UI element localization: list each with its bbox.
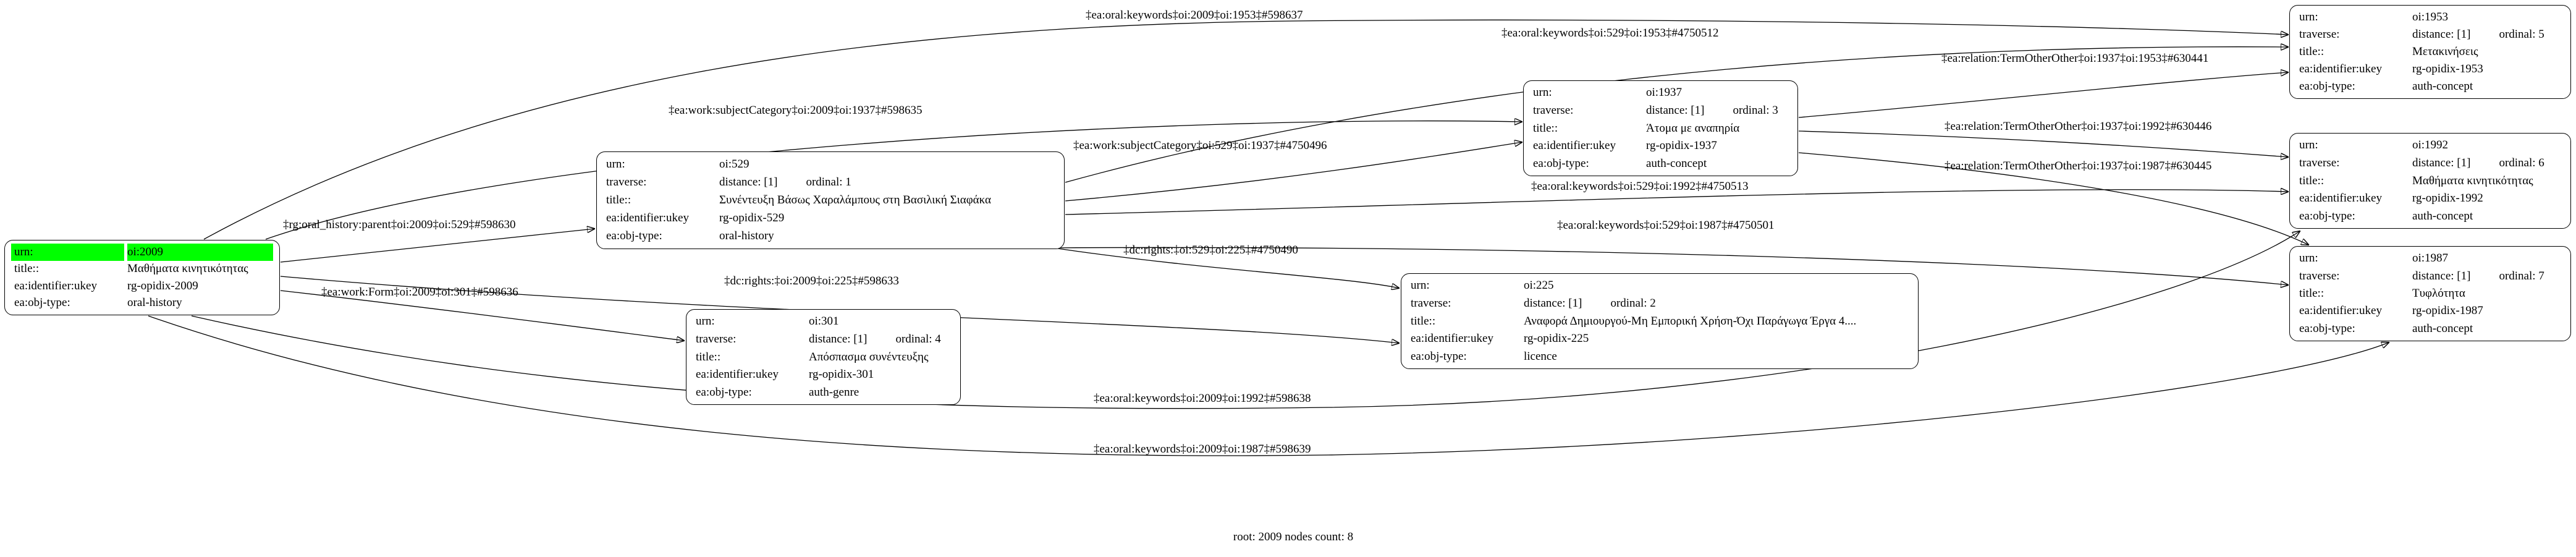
field-value-urn: oi:1987 [2412, 252, 2449, 265]
field-row-obj-type [2296, 207, 2564, 225]
edge-oi1937-oi1992 [1799, 131, 2288, 157]
field-row-urn [11, 244, 273, 261]
field-value-identifier-ukey: rg-opidix-1937 [1646, 139, 1717, 153]
field-row-urn [2296, 250, 2564, 267]
graph-node-oi-2009 [4, 240, 280, 315]
field-value-identifier-ukey: rg-opidix-301 [809, 368, 874, 381]
field-key-urn: urn: [1533, 86, 1552, 100]
traverse-distance: distance: [1] [2412, 269, 2471, 283]
field-value-obj-type: auth-concept [2412, 80, 2473, 93]
edge-label-14: ‡ea:oral:keywords‡oi:2009‡oi:1987‡#598639 [1094, 443, 1311, 456]
traverse-ordinal: ordinal: 4 [895, 332, 941, 346]
field-row-title [2296, 285, 2564, 302]
field-key-identifier-ukey: ea:identifier:ukey [696, 368, 779, 381]
field-row-obj-type [2296, 78, 2564, 95]
field-key-urn: urn: [696, 315, 715, 328]
field-key-title: title:: [606, 193, 631, 206]
edge-label-9: ‡rg:oral_history:parent‡oi:2009‡oi:529‡#598630 [283, 218, 516, 231]
edge-label-7: ‡ea:oral:keywords‡oi:529‡oi:1992‡#4750513 [1531, 180, 1749, 193]
traverse-distance: distance: [1] [2412, 156, 2471, 169]
field-row-title [603, 191, 1058, 209]
field-row-title [1408, 312, 1912, 330]
field-key-urn: urn: [2299, 252, 2318, 265]
field-key-title: title:: [2299, 174, 2325, 187]
field-row-obj-type [603, 227, 1058, 245]
field-value-urn: oi:225 [1524, 279, 1554, 292]
field-row-traverse [1408, 295, 1912, 313]
field-row-urn [2296, 9, 2564, 26]
field-row-urn [693, 313, 954, 331]
field-key-urn: urn: [2299, 138, 2318, 152]
field-row-obj-type [693, 383, 954, 401]
traverse-ordinal: ordinal: 7 [2499, 269, 2544, 283]
field-row-title [2296, 43, 2564, 61]
field-key-title: title:: [1533, 121, 1558, 135]
traverse-ordinal: ordinal: 5 [2499, 28, 2544, 41]
field-value-identifier-ukey: rg-opidix-2009 [127, 279, 198, 292]
field-row-traverse [1530, 102, 1791, 120]
field-value-title: Τυφλότητα [2412, 287, 2465, 300]
field-key-identifier-ukey: ea:identifier:ukey [1533, 139, 1616, 153]
field-key-traverse: traverse: [2299, 28, 2340, 41]
field-value-identifier-ukey: rg-opidix-1987 [2412, 304, 2483, 318]
field-value-title: Μαθήματα κινητικότητας [2412, 174, 2533, 187]
edge-label-11: ‡dc:rights:‡oi:2009‡oi:225‡#598633 [724, 274, 899, 287]
field-value-traverse [1524, 295, 1912, 313]
traverse-ordinal: ordinal: 6 [2499, 156, 2544, 169]
field-row-title [11, 261, 273, 278]
edge-label-0: ‡ea:oral:keywords‡oi:2009‡oi:1953‡#598637 [1086, 9, 1303, 22]
edge-label-5: ‡ea:relation:TermOtherOther‡oi:1937‡oi:1992‡#630446 [1945, 120, 2212, 133]
graph-node-oi-301 [686, 309, 961, 405]
field-row-traverse [603, 173, 1058, 191]
field-value-urn: oi:529 [719, 157, 750, 171]
field-row-urn [1530, 84, 1791, 102]
field-row-identifier-ukey [693, 366, 954, 384]
field-key-title: title:: [1411, 314, 1436, 328]
edge-label-10: ‡dc:rights:‡oi:529‡oi:225‡#4750490 [1123, 244, 1298, 257]
field-row-traverse [2296, 267, 2564, 284]
field-row-identifier-ukey [2296, 190, 2564, 208]
edge-label-4: ‡ea:work:subjectCategory‡oi:529‡oi:1937‡#4750496 [1073, 139, 1327, 152]
field-row-identifier-ukey [11, 278, 273, 295]
field-row-identifier-ukey [2296, 302, 2564, 320]
traverse-distance: distance: [1] [719, 175, 778, 189]
field-value-urn: oi:2009 [127, 244, 273, 261]
edge-oi1937-oi1953 [1799, 72, 2288, 117]
field-key-traverse: traverse: [2299, 269, 2340, 283]
traverse-ordinal: ordinal: 1 [806, 175, 851, 189]
edge-label-6: ‡ea:relation:TermOtherOther‡oi:1937‡oi:1987‡#630445 [1945, 159, 2212, 172]
field-key-title: title:: [696, 350, 721, 364]
graph-node-oi-529 [596, 151, 1065, 249]
field-value-obj-type: licence [1524, 349, 1557, 363]
field-key-traverse: traverse: [2299, 156, 2340, 169]
field-value-urn: oi:1953 [2412, 11, 2449, 23]
field-key-traverse: traverse: [1411, 296, 1451, 310]
edge-label-2: ‡ea:relation:TermOtherOther‡oi:1937‡oi:1953‡#630441 [1941, 52, 2209, 65]
graph-node-oi-1937 [1523, 80, 1798, 176]
field-value-obj-type: oral-history [719, 229, 774, 243]
field-value-urn: oi:301 [809, 315, 839, 328]
field-row-obj-type [2296, 320, 2564, 338]
traverse-distance: distance: [1] [809, 332, 868, 346]
field-value-obj-type: auth-concept [1646, 156, 1707, 170]
field-key-traverse: traverse: [606, 175, 647, 189]
field-key-obj-type: ea:obj-type: [696, 385, 752, 399]
edge-label-8: ‡ea:oral:keywords‡oi:529‡oi:1987‡#4750501 [1557, 219, 1775, 232]
field-value-obj-type: auth-genre [809, 385, 859, 399]
field-key-identifier-ukey: ea:identifier:ukey [2299, 304, 2382, 318]
field-key-urn: urn: [606, 157, 625, 171]
field-value-title: Απόσπασμα συνέντευξης [809, 350, 929, 364]
field-key-obj-type: ea:obj-type: [1411, 349, 1467, 363]
field-key-obj-type: ea:obj-type: [14, 296, 70, 310]
field-row-urn [2296, 137, 2564, 155]
field-key-identifier-ukey: ea:identifier:ukey [606, 211, 689, 225]
field-key-identifier-ukey: ea:identifier:ukey [1411, 332, 1493, 346]
field-value-obj-type: auth-concept [2412, 209, 2473, 223]
field-value-title: Άτομα με αναπηρία [1646, 121, 1740, 135]
field-row-obj-type [1408, 347, 1912, 365]
field-key-obj-type: ea:obj-type: [2299, 80, 2355, 93]
field-key-title: title:: [14, 262, 40, 276]
traverse-distance: distance: [1] [1646, 103, 1705, 117]
edge-label-1: ‡ea:oral:keywords‡oi:529‡oi:1953‡#4750512 [1501, 27, 1719, 40]
field-key-urn: urn: [2299, 11, 2318, 23]
field-value-title: Μετακινήσεις [2412, 45, 2478, 58]
field-row-urn [603, 155, 1058, 173]
field-key-obj-type: ea:obj-type: [1533, 156, 1589, 170]
graph-node-oi-225 [1401, 273, 1919, 369]
graph-footer: root: 2009 nodes count: 8 [1233, 530, 1354, 543]
field-key-identifier-ukey: ea:identifier:ukey [2299, 192, 2382, 205]
field-row-traverse [693, 331, 954, 349]
field-row-title [693, 348, 954, 366]
graph-node-oi-1953 [2289, 5, 2571, 99]
field-value-identifier-ukey: rg-opidix-1992 [2412, 192, 2483, 205]
field-row-identifier-ukey [603, 210, 1058, 227]
field-row-traverse [2296, 26, 2564, 43]
field-value-urn: oi:1937 [1646, 86, 1683, 100]
field-value-traverse [2412, 155, 2564, 172]
edge-label-13: ‡ea:oral:keywords‡oi:2009‡oi:1992‡#598638 [1094, 392, 1311, 405]
field-row-urn [1408, 277, 1912, 295]
field-value-identifier-ukey: rg-opidix-529 [719, 211, 785, 225]
field-value-urn: oi:1992 [2412, 138, 2449, 152]
edge-label-3: ‡ea:work:subjectCategory‡oi:2009‡oi:1937‡#598635 [669, 104, 923, 117]
field-value-traverse [2412, 267, 2564, 284]
field-value-obj-type: oral-history [127, 296, 182, 310]
graph-node-oi-1987 [2289, 246, 2571, 341]
traverse-distance: distance: [1] [1524, 296, 1582, 310]
field-key-identifier-ukey: ea:identifier:ukey [14, 279, 97, 292]
traverse-ordinal: ordinal: 2 [1610, 296, 1656, 310]
traverse-ordinal: ordinal: 3 [1733, 103, 1778, 117]
field-value-identifier-ukey: rg-opidix-225 [1524, 332, 1589, 346]
field-value-title: Αναφορά Δημιουργού-Μη Εμπορική Χρήση-Όχι Παράγωγα Έργα 4.... [1524, 314, 1857, 328]
field-value-identifier-ukey: rg-opidix-1953 [2412, 62, 2483, 75]
edge-label-12: ‡ea:work:Form‡oi:2009‡oi:301‡#598636 [321, 286, 518, 299]
field-value-traverse [1646, 102, 1791, 120]
traverse-distance: distance: [1] [2412, 28, 2471, 41]
field-value-traverse [809, 331, 954, 349]
field-key-urn: urn: [1411, 279, 1430, 292]
field-value-traverse [719, 173, 1058, 191]
edge-oi2009-oi1987 [148, 316, 2389, 456]
field-row-obj-type [1530, 155, 1791, 172]
field-row-identifier-ukey [2296, 61, 2564, 78]
edge-oi2009-oi529 [281, 229, 594, 262]
field-key-traverse: traverse: [696, 332, 737, 346]
field-row-identifier-ukey [1530, 137, 1791, 155]
field-value-title: Μαθήματα κινητικότητας [127, 262, 248, 276]
field-key-obj-type: ea:obj-type: [2299, 321, 2355, 335]
edge-oi2009-oi1992 [192, 231, 2300, 409]
field-key-identifier-ukey: ea:identifier:ukey [2299, 62, 2382, 75]
graph-node-oi-1992 [2289, 133, 2571, 229]
field-value-traverse [2412, 26, 2564, 43]
field-row-identifier-ukey [1408, 330, 1912, 348]
field-row-title [2296, 172, 2564, 190]
field-key-title: title:: [2299, 45, 2325, 58]
field-row-title [1530, 119, 1791, 137]
field-key-urn: urn: [11, 244, 124, 261]
field-key-title: title:: [2299, 287, 2325, 300]
field-key-obj-type: ea:obj-type: [2299, 209, 2355, 223]
field-key-obj-type: ea:obj-type: [606, 229, 662, 243]
field-row-traverse [2296, 155, 2564, 172]
field-row-obj-type [11, 295, 273, 312]
field-value-obj-type: auth-concept [2412, 321, 2473, 335]
field-key-traverse: traverse: [1533, 103, 1574, 117]
field-value-title: Συνέντευξη Βάσως Χαραλάμπους στη Βασιλική Σιαφάκα [719, 193, 991, 206]
